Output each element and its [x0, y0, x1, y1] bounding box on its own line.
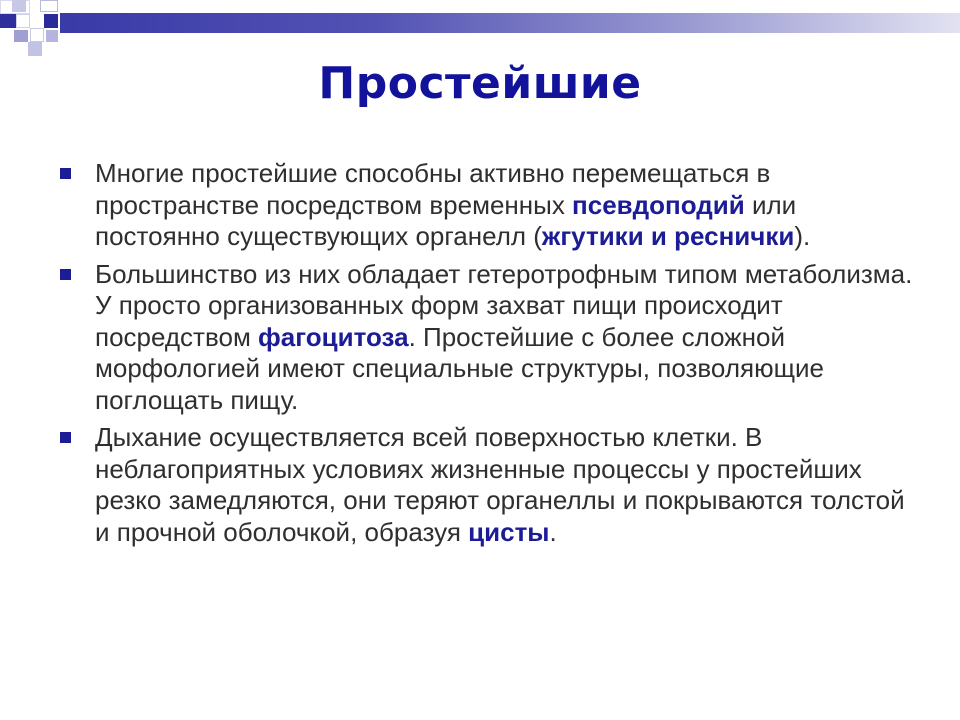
bullet-item [60, 259, 920, 417]
decor-square [0, 14, 16, 28]
text-segment: или постоянно существующих органелл ( [95, 189, 797, 251]
decor-square [14, 30, 28, 42]
decor-square [46, 30, 58, 42]
header-decoration [0, 0, 960, 60]
bullet-list [60, 158, 920, 554]
bullet-text [95, 422, 905, 547]
header-gradient-bar [60, 13, 960, 33]
square-bullet-icon [60, 168, 71, 179]
text-segment: Многие простейшие способны активно перемещаться в пространстве посредством временных [95, 158, 771, 220]
decor-square [12, 0, 26, 12]
text-segment: ). [794, 221, 811, 251]
bullet-text [95, 259, 912, 415]
text-segment: Дыхание осуществляется всей поверхностью клетки. В неблагоприятных условиях жизненные процессы у простейших резко замедляются, они теряют органеллы и покрываются толстой и прочной оболочкой, образуя [95, 422, 905, 547]
highlight-term: жгутики и реснички [541, 221, 795, 251]
bullet-item [60, 422, 920, 548]
text-segment: . [549, 516, 557, 547]
highlight-term: псевдоподий [572, 189, 745, 220]
decor-square [28, 42, 42, 56]
text-segment: . Простейшие с более сложной морфологией имеют специальные структуры, позволяющие поглощать пищу. [95, 321, 824, 415]
highlight-term: фагоцитоза [258, 321, 409, 352]
text-segment: Большинство из них обладает гетеротрофным типом метаболизма. У просто организованных форм захват пищи происходит посредством [95, 258, 913, 352]
decor-square [40, 0, 58, 12]
square-bullet-icon [60, 269, 71, 280]
decor-square [44, 14, 58, 28]
decor-square [16, 14, 30, 28]
bullet-item [60, 158, 920, 253]
slide-title: Простейшие [318, 58, 642, 109]
square-bullet-icon [60, 432, 71, 443]
bullet-text [95, 158, 810, 251]
decor-square [30, 28, 44, 42]
highlight-term: цисты [468, 516, 550, 547]
